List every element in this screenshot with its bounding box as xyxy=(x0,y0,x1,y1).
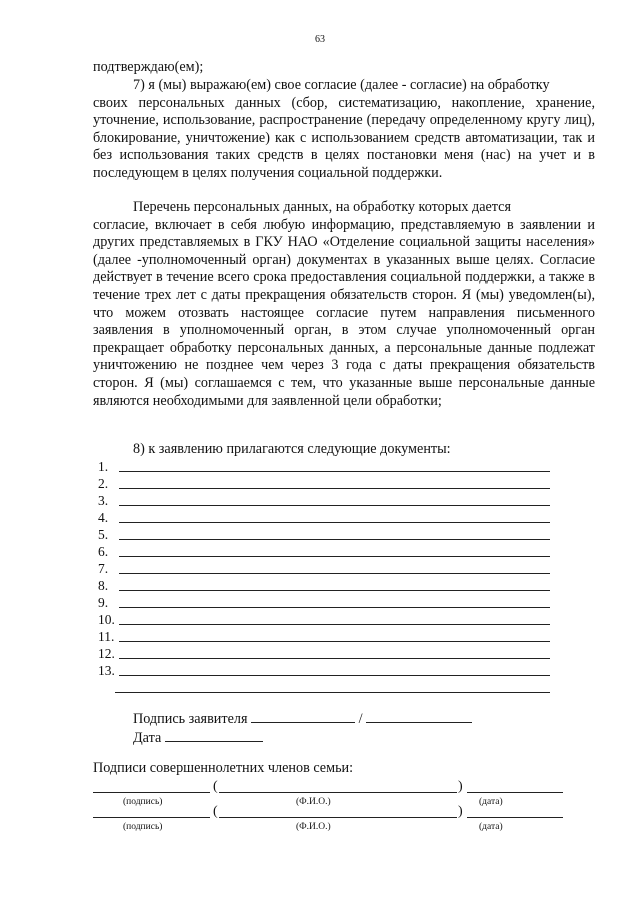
document-number: 3. xyxy=(98,493,109,508)
document-number: 11. xyxy=(98,629,115,644)
document-number: 9. xyxy=(98,595,109,610)
consent-paragraph-lead: 7) я (мы) выражаю(ем) свое согласие (далее - согласие) на обработку xyxy=(133,77,550,93)
signature-caption: (подпись) xyxy=(123,797,163,807)
personal-data-paragraph-body: согласие, включает в себя любую информацию, представляемую в заявлении и других представляемых в ГКУ НАО «Отделение социальной защиты населения» (далее -уполномоченный орган) документах в указанных выше целях. Согласие действует в течение всего срока предоставления социальной поддержки, а также в течение трех лет с даты прекращения обязательств сторон. Я (мы) уведомлен(ы), что можем отозвать настоящее согласие путем направления письменного заявления в уполномоченный орган, в этом случае уполномоченный орган прекращает обработку персональных данных, а персональные данные подлежат уничтожению не позднее чем через 3 года с даты прекращения обязательств сторон. Я (мы) соглашаемся с тем, что указанные выше персональные данные являются необходимыми для заявленной цели обработки; xyxy=(93,216,595,409)
personal-data-paragraph xyxy=(93,199,595,410)
document-entry-line[interactable] xyxy=(119,607,550,608)
document-entry-extra[interactable] xyxy=(98,679,558,696)
name-caption: (Ф.И.О.) xyxy=(296,822,331,832)
attached-documents-list xyxy=(98,458,558,696)
family-signature-line[interactable] xyxy=(93,817,210,818)
family-date-line[interactable] xyxy=(467,817,563,818)
document-entry[interactable] xyxy=(98,492,558,509)
document-entry-line[interactable] xyxy=(119,488,550,489)
document-entry[interactable] xyxy=(98,577,558,594)
date-label: Дата xyxy=(133,730,162,746)
document-number: 4. xyxy=(98,510,109,525)
document-entry[interactable] xyxy=(98,594,558,611)
signature-caption: (подпись) xyxy=(123,822,163,832)
family-signatures-title: Подписи совершеннолетних членов семьи: xyxy=(93,760,354,776)
applicant-name-line[interactable] xyxy=(366,710,472,723)
date-row xyxy=(133,729,472,748)
name-close-bracket: ) xyxy=(458,804,463,819)
document-entry[interactable] xyxy=(98,526,558,543)
document-entry[interactable] xyxy=(98,628,558,645)
document-entry-line[interactable] xyxy=(115,692,550,693)
applicant-signature-block xyxy=(133,710,472,748)
name-caption: (Ф.И.О.) xyxy=(296,797,331,807)
document-number: 2. xyxy=(98,476,109,491)
intro-line: подтверждаю(ем); xyxy=(93,59,204,75)
consent-paragraph xyxy=(93,77,595,183)
date-caption: (дата) xyxy=(479,822,503,832)
page-number: 63 xyxy=(315,34,325,45)
applicant-signature-label: Подпись заявителя xyxy=(133,711,248,727)
document-entry-line[interactable] xyxy=(119,522,550,523)
applicant-signature-row xyxy=(133,710,472,729)
document-number: 10. xyxy=(98,612,115,627)
name-open-bracket: ( xyxy=(213,779,218,794)
document-entry-line[interactable] xyxy=(119,556,550,557)
document-entry-line[interactable] xyxy=(119,471,550,472)
document-entry-line[interactable] xyxy=(119,590,550,591)
applicant-signature-line[interactable] xyxy=(251,710,355,723)
document-entry-line[interactable] xyxy=(119,641,550,642)
document-entry-line[interactable] xyxy=(119,624,550,625)
name-close-bracket: ) xyxy=(458,779,463,794)
document-number: 12. xyxy=(98,646,115,661)
attached-documents-heading: 8) к заявлению прилагаются следующие документы: xyxy=(133,441,451,457)
document-entry-line[interactable] xyxy=(119,658,550,659)
document-number: 7. xyxy=(98,561,109,576)
document-number: 6. xyxy=(98,544,109,559)
document-number: 8. xyxy=(98,578,109,593)
family-name-line[interactable] xyxy=(219,792,457,793)
document-entry[interactable] xyxy=(98,458,558,475)
document-entry-line[interactable] xyxy=(119,505,550,506)
document-entry[interactable] xyxy=(98,475,558,492)
document-number: 13. xyxy=(98,663,115,678)
date-line[interactable] xyxy=(165,729,263,742)
family-signature-line[interactable] xyxy=(93,792,210,793)
personal-data-paragraph-lead: Перечень персональных данных, на обработку которых дается xyxy=(133,199,512,215)
document-entry-line[interactable] xyxy=(119,573,550,574)
family-name-line[interactable] xyxy=(219,817,457,818)
document-entry-line[interactable] xyxy=(119,539,550,540)
document-number: 5. xyxy=(98,527,109,542)
document-entry[interactable] xyxy=(98,662,558,679)
family-member-signature-row xyxy=(93,803,563,837)
document-entry[interactable] xyxy=(98,645,558,662)
consent-paragraph-body: своих персональных данных (сбор, систематизацию, накопление, хранение, уточнение, использование, распространение (передачу определенному кругу лиц), блокирование, уничтожение) как с использованием средств автоматизации, так и без использования таких средств в целях постановки меня (нас) на учет и в последующем в целях получения социальной поддержки. xyxy=(93,94,595,181)
document-entry-line[interactable] xyxy=(119,675,550,676)
family-date-line[interactable] xyxy=(467,792,563,793)
date-caption: (дата) xyxy=(479,797,503,807)
signature-separator: / xyxy=(358,711,363,727)
document-entry[interactable] xyxy=(98,560,558,577)
document-entry[interactable] xyxy=(98,611,558,628)
document-number: 1. xyxy=(98,459,109,474)
name-open-bracket: ( xyxy=(213,804,218,819)
document-entry[interactable] xyxy=(98,509,558,526)
document-entry[interactable] xyxy=(98,543,558,560)
